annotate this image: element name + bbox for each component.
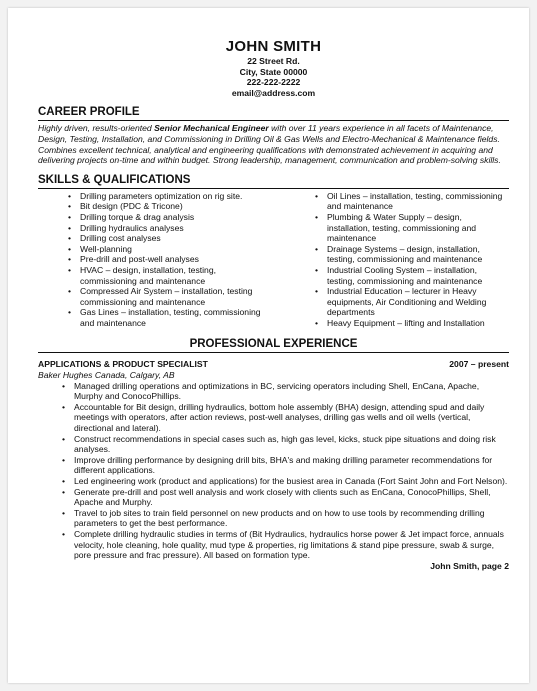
duty-item: • Led engineering work (product and applications) for the busiest area in Canada (Fort Saint John and Fort Nelson). bbox=[62, 476, 509, 487]
duties-list bbox=[38, 381, 509, 561]
page-footer: John Smith, page 2 bbox=[430, 560, 509, 571]
email-address: email@address.com bbox=[231, 87, 316, 98]
skill-item: • Well-planning bbox=[68, 244, 273, 255]
job-dates: 2007 – present bbox=[449, 359, 509, 370]
skill-item: • Drilling parameters optimization on rig site. bbox=[68, 191, 273, 202]
job-title: APPLICATIONS & PRODUCT SPECIALIST bbox=[38, 359, 208, 370]
skill-item: • Bit design (PDC & Tricone) bbox=[68, 201, 273, 212]
duty-item: • Travel to job sites to train field personnel on new products and on how to use tools by recommending drilling parameters to get the best performance. bbox=[62, 508, 509, 529]
phone-number: 222-222-2222 bbox=[246, 77, 301, 88]
skill-item: • Gas Lines – installation, testing, commissioning and maintenance bbox=[68, 307, 273, 328]
address-line-2: City, State 00000 bbox=[239, 66, 308, 77]
skill-item: • Oil Lines – installation, testing, commissioning and maintenance bbox=[315, 191, 505, 212]
duty-item: • Complete drilling hydraulic studies in terms of (Bit Hydraulics, hydraulics horse power & Jet impact force, annuals velocity, hole cleaning, hole quality, mud type & properties, rig limitations & stand pipe pressure, swab & surge, pore pressure and frac pressure). All based on formation type. bbox=[62, 529, 509, 561]
profile-text-end: with over 11 years experience in all facets of Maintenance, Design, Testing, Installation, and Commissioning in Drilling Oil & Gas Wells and Electro-Mechanical & Maintenance fields. Combines excellent technical, analytical and engineering qualifications with demonstrated achievement in acquiring and delivering projects on-time and within budget. Strong leadership, management, communication and problem-solving skills. bbox=[38, 123, 501, 166]
skill-item: • Drilling cost analyses bbox=[68, 233, 273, 244]
resume-header bbox=[38, 38, 509, 98]
duty-item: • Accountable for Bit design, drilling hydraulics, bottom hole assembly (BHA) design, attending spud and daily meetings with operators, after action reviews, post-well analyses, drilling gas wells and oil wells (vertical, directional and lateral). bbox=[62, 402, 509, 434]
skill-item: • Drilling torque & drag analysis bbox=[68, 212, 273, 223]
duty-item: • Generate pre-drill and post well analysis and work closely with clients such as EnCana, ConocoPhillips, Shell, Apache and Murphy. bbox=[62, 487, 509, 508]
skills-heading: SKILLS & QUALIFICATIONS bbox=[38, 174, 509, 189]
skill-item: • Compressed Air System – installation, testing commissioning and maintenance bbox=[68, 286, 273, 307]
skill-item: • Plumbing & Water Supply – design, installation, testing, commissioning and maintenance bbox=[315, 212, 505, 244]
profile-highlight: Senior Mechanical Engineer bbox=[154, 123, 269, 134]
profile-text-start: Highly driven, results-oriented bbox=[38, 123, 155, 134]
duty-item: • Managed drilling operations and optimizations in BC, servicing operators including Shell, EnCana, Apache, Murphy and ConocoPhillips. bbox=[62, 381, 509, 402]
skill-item: • Drainage Systems – design, installation, testing, commissioning and maintenance bbox=[315, 244, 505, 265]
candidate-name: JOHN SMITH bbox=[225, 38, 322, 55]
skill-item: • Drilling hydraulics analyses bbox=[68, 223, 273, 234]
skills-columns bbox=[38, 191, 509, 329]
duty-item: • Construct recommendations in special cases such as, high gas level, kicks, stuck pipe situations and doing risk analyses. bbox=[62, 434, 509, 455]
experience-heading: PROFESSIONAL EXPERIENCE bbox=[38, 338, 509, 353]
career-profile-text bbox=[38, 123, 509, 165]
resume-content bbox=[38, 38, 509, 571]
resume-page bbox=[8, 8, 529, 683]
skills-list-left bbox=[38, 191, 273, 329]
skill-item: • Pre-drill and post-well analyses bbox=[68, 254, 273, 265]
company-name: Baker Hughes Canada, Calgary, AB bbox=[38, 370, 175, 381]
career-profile-heading: CAREER PROFILE bbox=[38, 106, 509, 121]
skill-item: • Heavy Equipment – lifting and Installation bbox=[315, 318, 505, 329]
skill-item: • Industrial Education – lecturer in Heavy equipments, Air Conditioning and Welding departments bbox=[315, 286, 505, 318]
address-line-1: 22 Street Rd. bbox=[247, 56, 300, 66]
skills-list-right bbox=[273, 191, 505, 329]
skill-item: • HVAC – design, installation, testing, commissioning and maintenance bbox=[68, 265, 273, 286]
skill-item: • Industrial Cooling System – installation, testing, commissioning and maintenance bbox=[315, 265, 505, 286]
duty-item: • Improve drilling performance by designing drill bits, BHA's and making drilling parameter recommendations for different applications. bbox=[62, 455, 509, 476]
job-header bbox=[38, 359, 509, 370]
